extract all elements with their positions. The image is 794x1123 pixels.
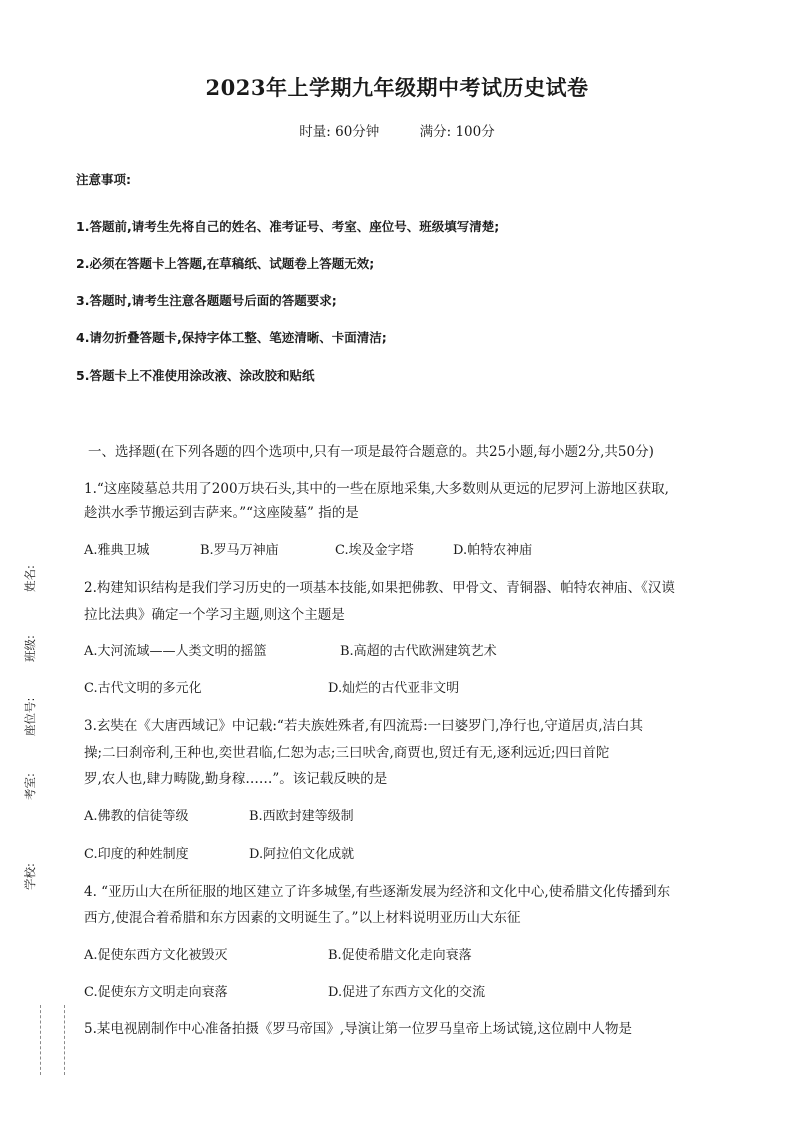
- option-d: D.灿烂的古代亚非文明: [328, 681, 460, 696]
- binding-seat-label: 座位号:: [23, 697, 37, 736]
- binding-school-label: 学校:: [23, 863, 37, 890]
- option-b: B.西欧封建等级制: [249, 809, 354, 824]
- option-a: A.佛教的信徒等级: [84, 809, 189, 824]
- section-heading: 一、选择题(在下列各题的四个选项中,只有一项是最符合题意的。共25小题,每小题2分,共50分): [88, 444, 654, 460]
- option-b: B.罗马万神庙: [200, 543, 279, 558]
- option-c: C.印度的种姓制度: [84, 847, 189, 862]
- exam-meta: [0, 120, 794, 140]
- notice-item: 5.答题卡上不准使用涂改液、涂改胶和贴纸: [76, 368, 315, 383]
- option-d: D.阿拉伯文化成就: [249, 847, 355, 862]
- binding-dashed-line: [64, 1005, 65, 1075]
- binding-dashed-line: [40, 1005, 41, 1075]
- question-1-line: 趁洪水季节搬运到吉萨来。”“这座陵墓” 指的是: [84, 505, 359, 521]
- option-c: C.埃及金字塔: [335, 543, 414, 558]
- exam-score: 满分: 100分: [419, 124, 495, 140]
- option-c: C.促使东方文明走向衰落: [84, 985, 228, 1000]
- question-2-line: 拉比法典》确定一个学习主题,则这个主题是: [84, 607, 345, 623]
- question-3-line: 3.玄奘在《大唐西域记》中记载:“若夫族姓殊者,有四流焉:一曰婆罗门,净行也,守道居贞,洁白其: [84, 718, 644, 734]
- option-b: B.高超的古代欧洲建筑艺术: [340, 644, 497, 659]
- option-a: A.雅典卫城: [84, 543, 150, 558]
- notice-item: 2.必须在答题卡上答题,在草稿纸、试题卷上答题无效;: [76, 256, 375, 271]
- question-5-line: 5.某电视剧制作中心准备拍摄《罗马帝国》,导演让第一位罗马皇帝上场试镜,这位剧中人物是: [84, 1021, 632, 1037]
- question-4-line: 4. “亚历山大在所征服的地区建立了许多城堡,有些逐渐发展为经济和文化中心,使希腊文化传播到东: [84, 884, 671, 900]
- binding-name-label: 姓名:: [23, 565, 37, 592]
- exam-time: 时量: 60分钟: [299, 124, 380, 140]
- option-b: B.促使希腊文化走向衰落: [328, 948, 472, 963]
- notice-item: 3.答题时,请考生注意各题题号后面的答题要求;: [76, 293, 337, 308]
- notice-item: 1.答题前,请考生先将自己的姓名、准考证号、考室、座位号、班级填写清楚;: [76, 219, 500, 234]
- question-2-line: 2.构建知识结构是我们学习历史的一项基本技能,如果把佛教、甲骨文、青铜器、帕特农神庙、《汉谟: [84, 580, 675, 596]
- option-c: C.古代文明的多元化: [84, 681, 202, 696]
- question-1-line: 1.“这座陵墓总共用了200万块石头,其中的一些在原地采集,大多数则从更远的尼罗河上游地区获取,: [84, 481, 669, 497]
- option-a: A.大河流域——人类文明的摇篮: [84, 644, 267, 659]
- question-3-line: 操;二曰刹帝利,王种也,奕世君临,仁恕为志;三曰吠舍,商贾也,贸迁有无,逐利远近;四曰首陀: [84, 745, 610, 761]
- option-d: D.帕特农神庙: [453, 543, 533, 558]
- exam-title: 2023年上学期九年级期中考试历史试卷: [205, 75, 589, 100]
- question-4-line: 西方,使混合着希腊和东方因素的文明诞生了。”以上材料说明亚历山大东征: [84, 910, 521, 926]
- notice-item: 4.请勿折叠答题卡,保持字体工整、笔迹清晰、卡面清洁;: [76, 330, 387, 345]
- question-3-line: 罗,农人也,肆力畴陇,勤身稼……”。该记载反映的是: [84, 771, 388, 787]
- option-d: D.促进了东西方文化的交流: [328, 985, 486, 1000]
- binding-room-label: 考室:: [23, 773, 37, 800]
- notice-heading: 注意事项:: [76, 172, 131, 187]
- option-a: A.促使东西方文化被毁灭: [84, 948, 228, 963]
- binding-class-label: 班级:: [23, 635, 37, 662]
